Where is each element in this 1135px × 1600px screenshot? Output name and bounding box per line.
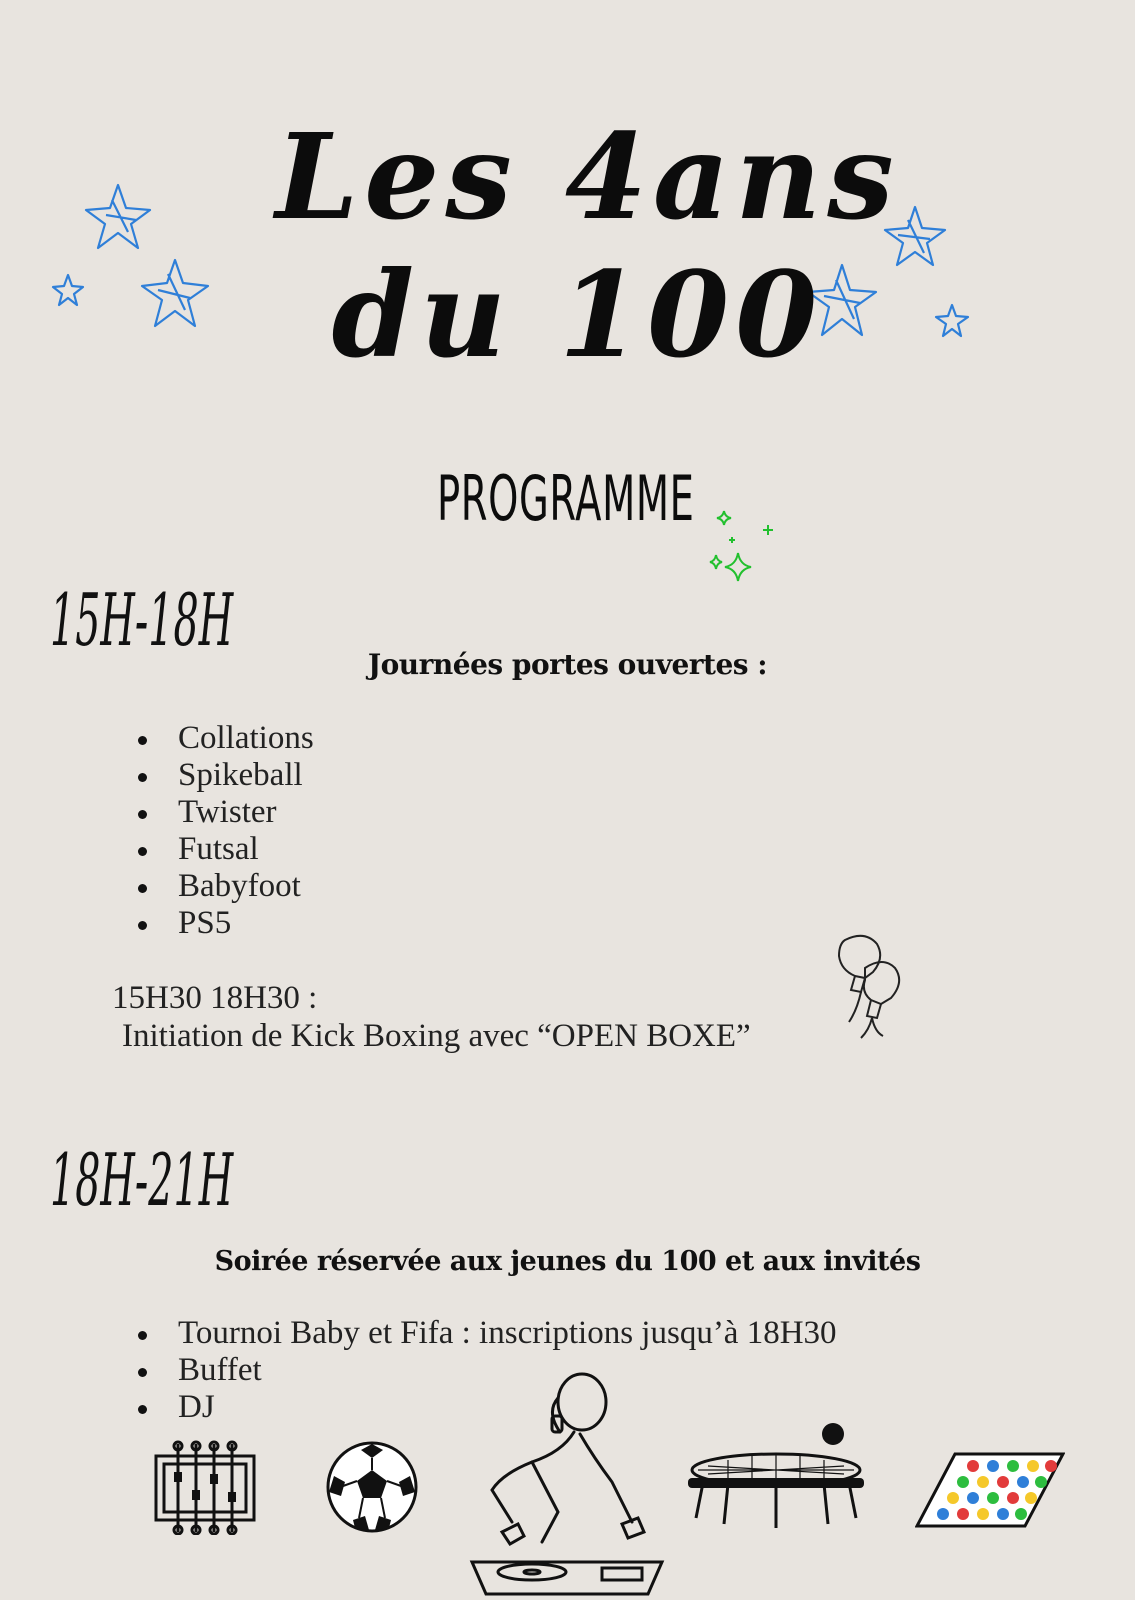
page-title [0, 107, 1135, 384]
twister-mat-icon [915, 1450, 1065, 1530]
list-item: Futsal [138, 831, 314, 868]
spikeball-icon [688, 1420, 868, 1530]
dj-icon [462, 1372, 672, 1597]
section1-subtitle: Journées portes ouvertes : [367, 648, 768, 681]
programme-heading: PROGRAMME [437, 462, 695, 535]
section2-subtitle: Soirée réservée aux jeunes du 100 et aux invités [214, 1246, 921, 1277]
kickboxing-text: Initiation de Kick Boxing avec “OPEN BOXE” [122, 1018, 751, 1054]
kickboxing-time: 15H30 18H30 : [112, 980, 318, 1016]
list-item: DJ [138, 1389, 837, 1426]
section1-list [138, 720, 314, 942]
section1-time: 15H-18H [50, 578, 234, 662]
soccer-ball-icon [325, 1440, 420, 1535]
list-item: Twister [138, 794, 314, 831]
list-item: PS5 [138, 905, 314, 942]
babyfoot-icon [150, 1440, 260, 1535]
list-item: Tournoi Baby et Fifa : inscriptions jusqu’à 18H30 [138, 1315, 837, 1352]
section2-time: 18H-21H [50, 1138, 234, 1222]
boxing-gloves-icon [825, 930, 915, 1050]
list-item: Collations [138, 720, 314, 757]
sparkle-icon [706, 505, 786, 595]
list-item: Babyfoot [138, 868, 314, 905]
list-item: Buffet [138, 1352, 837, 1389]
title-line-1: Les 4ans [275, 107, 900, 246]
list-item: Spikeball [138, 757, 314, 794]
title-line-2: du 100 [331, 245, 824, 384]
